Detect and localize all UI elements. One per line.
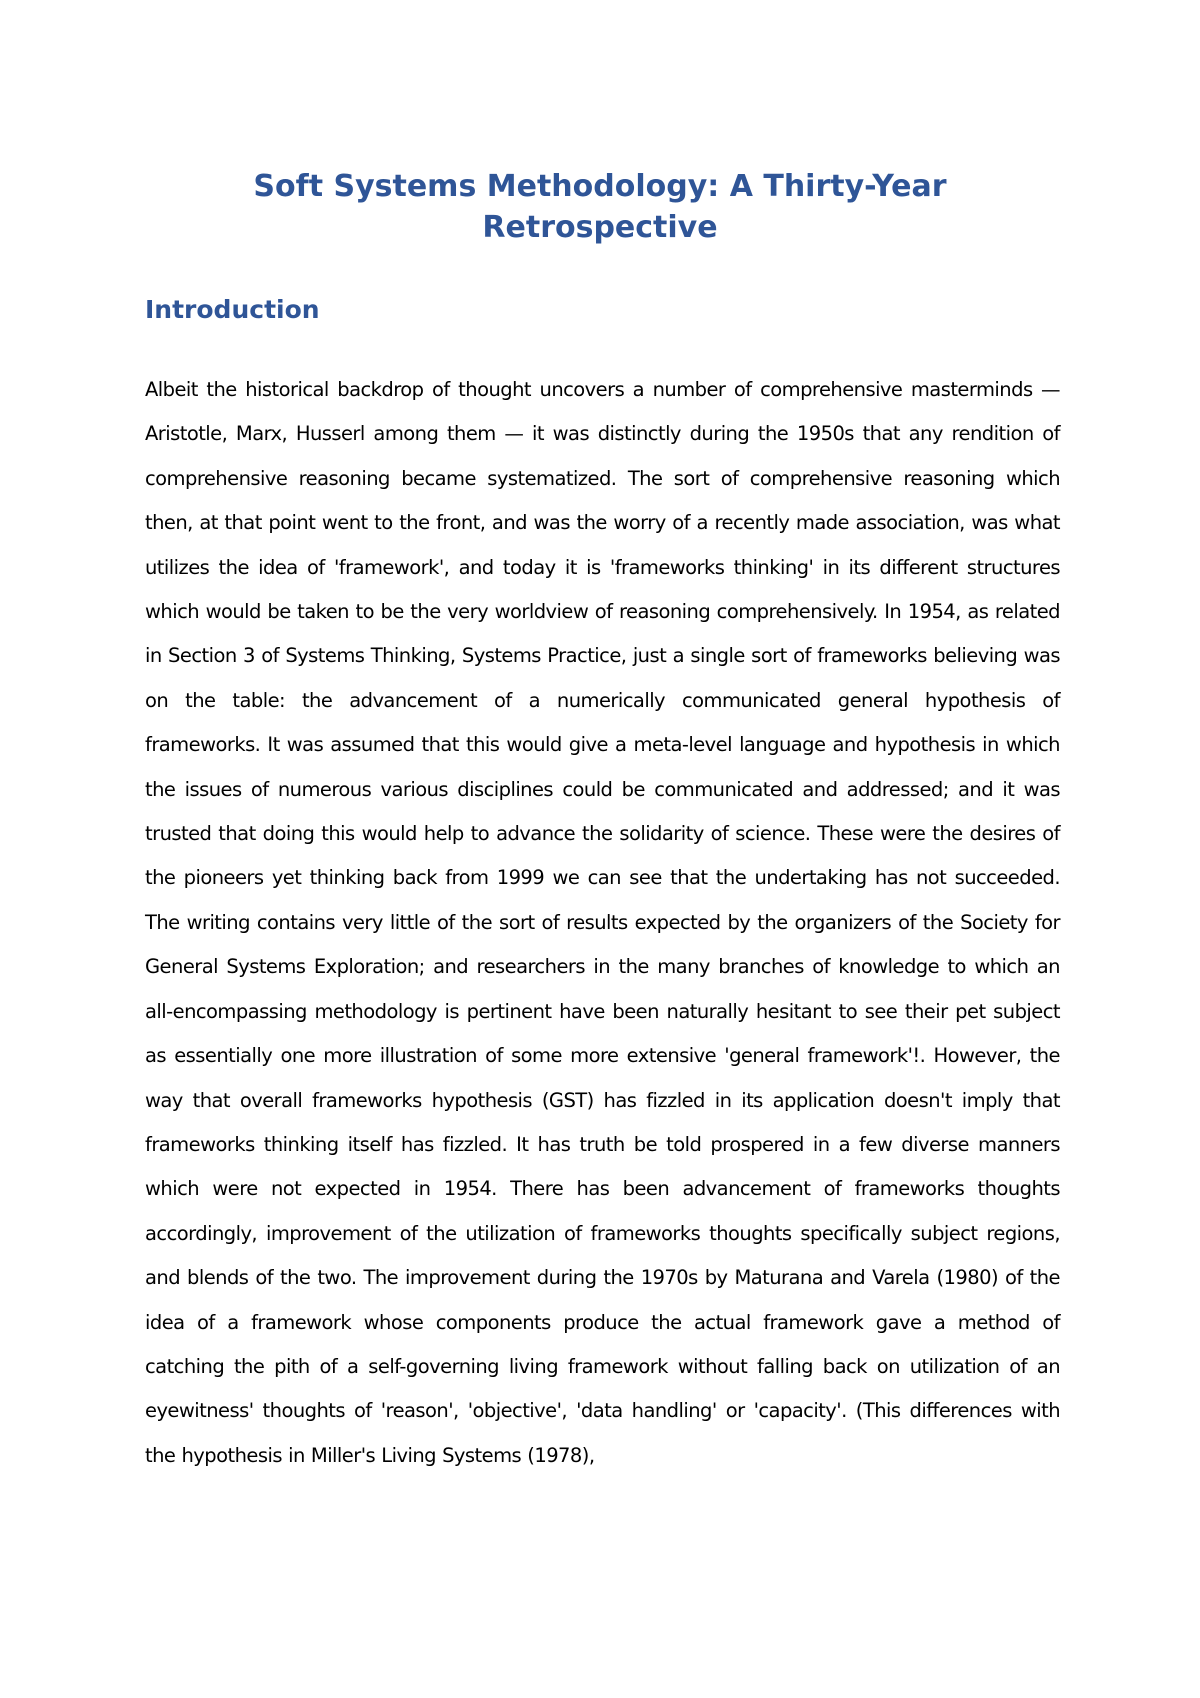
body-paragraph: Albeit the historical backdrop of thought uncovers a number of comprehensive masterminds — Aristotle, Marx, Husserl among them — it was distinctly during the 1950s that any rendition of comprehensive reasoning became systematized. The sort of comprehensive reasoning which then, at that point went to the front, and was the worry of a recently made association, was what utilizes the idea of 'framework', and today it is 'frameworks thinking' in its different structures which would be taken to be the very worldview of reasoning comprehensively. In 1954, as related in Section 3 of Systems Thinking, Systems Practice, just a single sort of frameworks believing was on the table: the advancement of a numerically communicated general hypothesis of frameworks. It was assumed that this would give a meta-level language and hypothesis in which the issues of numerous various disciplines could be communicated and addressed; and it was trusted that doing this would help to advance the solidarity of science. These were the desires of the pioneers yet thinking back from 1999 we can see that the undertaking has not succeeded. The writing contains very little of the sort of results expected by the organizers of the Society for General Systems Exploration; and researchers in the many branches of knowledge to which an all-encompassing methodology is pertinent have been naturally hesitant to see their pet subject as essentially one more illustration of some more extensive 'general framework'!. However, the way that overall frameworks hypothesis (GST) has fizzled in its application doesn't imply that frameworks thinking itself has fizzled. It has truth be told prospered in a few diverse manners which were not expected in 1954. There has been advancement of frameworks thoughts accordingly, improvement of the utilization of frameworks thoughts specifically subject regions, and blends of the two. The improvement during the 1970s by Maturana and Varela (1980) of the idea of a framework whose components produce the actual framework gave a method of catching the pith of a self-governing living framework without falling back on utilization of an eyewitness' thoughts of 'reason', 'objective', 'data handling' or 'capacity'. (This differences with the hypothesis in Miller's Living Systems (1978), <box>145 378 1060 1467</box>
section-heading-introduction: Introduction <box>145 295 320 324</box>
document-title: Soft Systems Methodology: A Thirty-Year Retrospective <box>253 169 947 245</box>
